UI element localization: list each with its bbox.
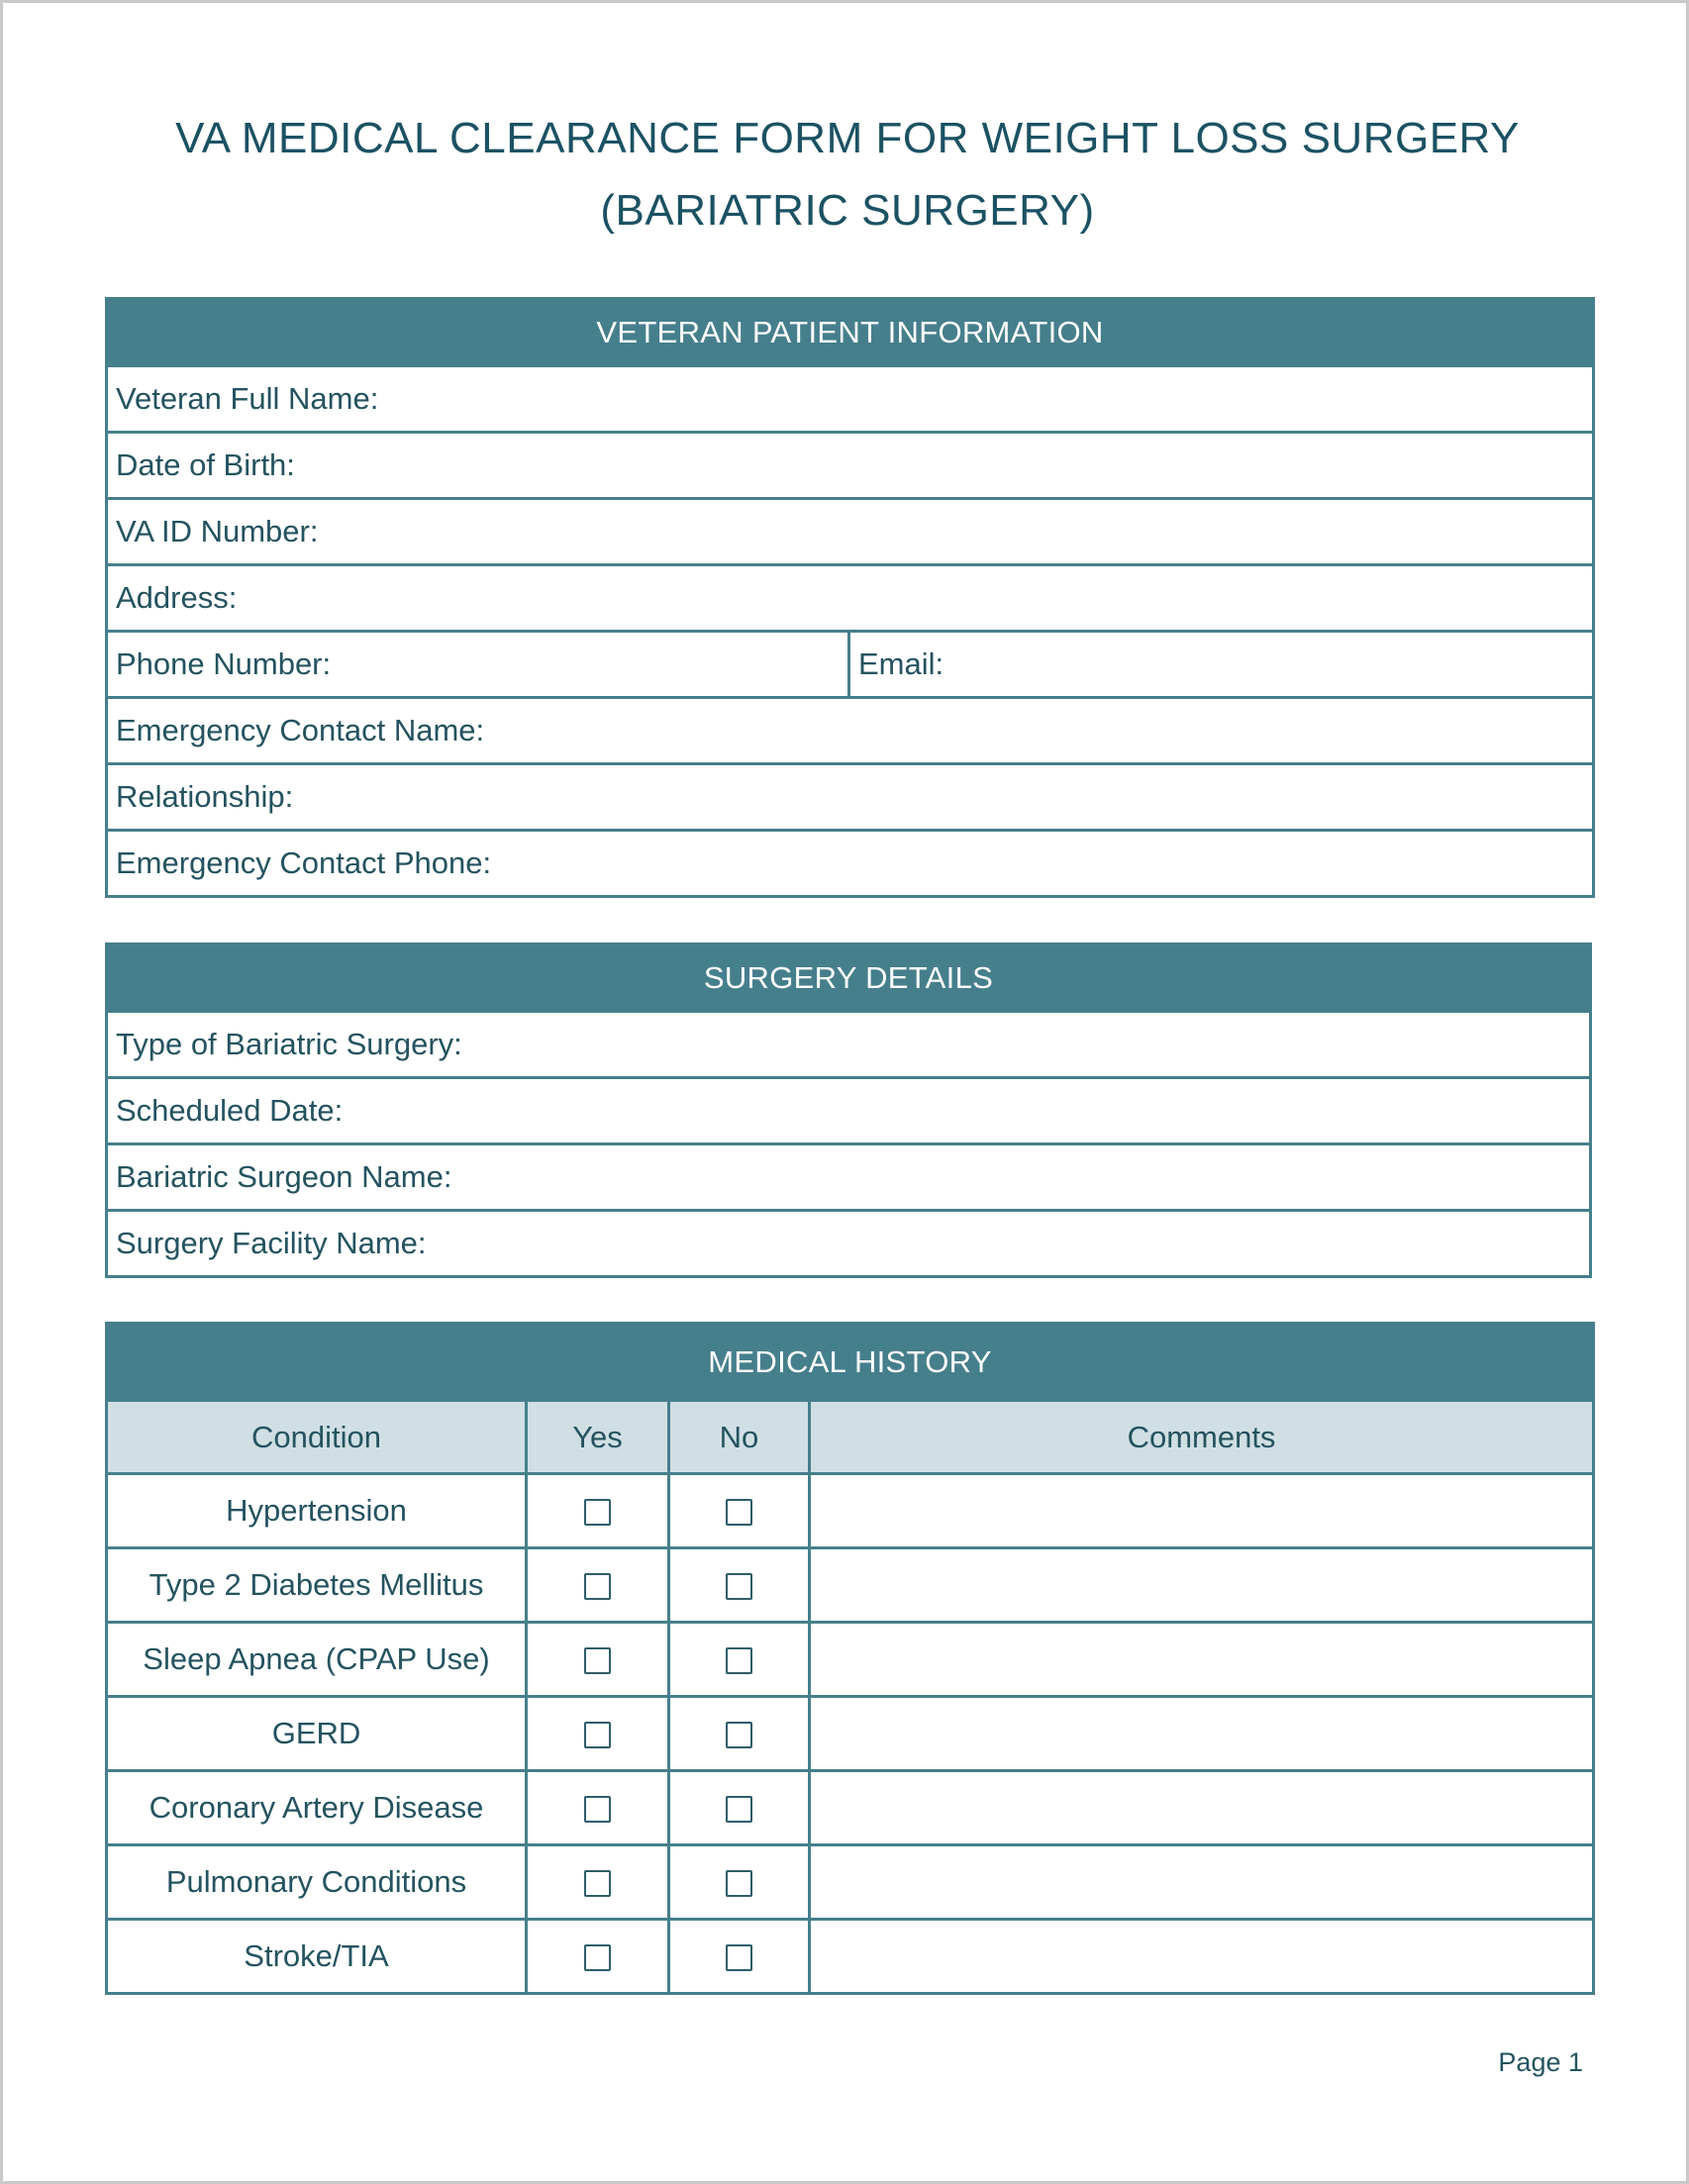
yes-checkbox[interactable] <box>584 1944 611 1971</box>
comments-cell[interactable] <box>810 1474 1594 1548</box>
yes-checkbox[interactable] <box>584 1499 611 1526</box>
scheduled-date-field[interactable]: Scheduled Date: <box>107 1078 1591 1144</box>
surgery-type-field[interactable]: Type of Bariatric Surgery: <box>107 1012 1591 1078</box>
email-field[interactable]: Email: <box>849 632 1594 698</box>
no-checkbox[interactable] <box>726 1796 752 1823</box>
relationship-field[interactable]: Relationship: <box>107 764 1594 831</box>
condition-cell: Pulmonary Conditions <box>107 1845 527 1920</box>
dob-field[interactable]: Date of Birth: <box>107 433 1594 499</box>
phone-field[interactable]: Phone Number: <box>107 632 849 698</box>
condition-cell: Sleep Apnea (CPAP Use) <box>107 1623 527 1697</box>
yes-checkbox-cell[interactable] <box>527 1771 669 1845</box>
no-checkbox-cell[interactable] <box>669 1623 810 1697</box>
no-checkbox[interactable] <box>726 1647 752 1674</box>
yes-checkbox[interactable] <box>584 1796 611 1823</box>
yes-checkbox-cell[interactable] <box>527 1474 669 1548</box>
table-row <box>107 1845 1594 1920</box>
no-checkbox-cell[interactable] <box>669 1845 810 1920</box>
no-checkbox-cell[interactable] <box>669 1548 810 1623</box>
medical-history-table <box>105 1322 1595 1995</box>
yes-checkbox-cell[interactable] <box>527 1697 669 1771</box>
yes-checkbox-cell[interactable] <box>527 1845 669 1920</box>
patient-info-heading: VETERAN PATIENT INFORMATION <box>107 299 1594 366</box>
table-row <box>107 1623 1594 1697</box>
no-checkbox[interactable] <box>726 1722 752 1748</box>
form-title <box>3 102 1689 247</box>
condition-cell: Hypertension <box>107 1474 527 1548</box>
yes-checkbox[interactable] <box>584 1870 611 1897</box>
no-checkbox[interactable] <box>726 1573 752 1600</box>
comments-cell[interactable] <box>810 1548 1594 1623</box>
no-checkbox[interactable] <box>726 1499 752 1526</box>
medical-history-heading: MEDICAL HISTORY <box>107 1324 1594 1401</box>
comments-cell[interactable] <box>810 1845 1594 1920</box>
emergency-contact-phone-field[interactable]: Emergency Contact Phone: <box>107 831 1594 897</box>
form-title-line-2: (BARIATRIC SURGERY) <box>600 186 1095 235</box>
comments-cell[interactable] <box>810 1697 1594 1771</box>
comments-cell[interactable] <box>810 1920 1594 1994</box>
yes-checkbox[interactable] <box>584 1647 611 1674</box>
yes-column-header: Yes <box>527 1401 669 1474</box>
address-field[interactable]: Address: <box>107 565 1594 632</box>
comments-column-header: Comments <box>810 1401 1594 1474</box>
form-title-line-1: VA MEDICAL CLEARANCE FORM FOR WEIGHT LOSS SURGERY <box>175 114 1520 162</box>
condition-cell: Coronary Artery Disease <box>107 1771 527 1845</box>
no-checkbox[interactable] <box>726 1944 752 1971</box>
no-checkbox-cell[interactable] <box>669 1697 810 1771</box>
table-row <box>107 1474 1594 1548</box>
condition-cell: GERD <box>107 1697 527 1771</box>
condition-cell: Stroke/TIA <box>107 1920 527 1994</box>
surgery-details-table <box>105 943 1592 1278</box>
no-checkbox[interactable] <box>726 1870 752 1897</box>
surgery-details-heading: SURGERY DETAILS <box>107 944 1591 1012</box>
full-name-field[interactable]: Veteran Full Name: <box>107 366 1594 433</box>
condition-column-header: Condition <box>107 1401 527 1474</box>
no-column-header: No <box>669 1401 810 1474</box>
condition-cell: Type 2 Diabetes Mellitus <box>107 1548 527 1623</box>
table-row <box>107 1548 1594 1623</box>
no-checkbox-cell[interactable] <box>669 1920 810 1994</box>
page-number: Page 1 <box>1498 2047 1583 2077</box>
comments-cell[interactable] <box>810 1771 1594 1845</box>
no-checkbox-cell[interactable] <box>669 1474 810 1548</box>
yes-checkbox-cell[interactable] <box>527 1920 669 1994</box>
table-row <box>107 1920 1594 1994</box>
va-id-field[interactable]: VA ID Number: <box>107 499 1594 565</box>
emergency-contact-name-field[interactable]: Emergency Contact Name: <box>107 698 1594 764</box>
table-row <box>107 1771 1594 1845</box>
comments-cell[interactable] <box>810 1623 1594 1697</box>
no-checkbox-cell[interactable] <box>669 1771 810 1845</box>
yes-checkbox-cell[interactable] <box>527 1548 669 1623</box>
patient-info-table <box>105 297 1595 898</box>
surgeon-name-field[interactable]: Bariatric Surgeon Name: <box>107 1144 1591 1211</box>
yes-checkbox[interactable] <box>584 1573 611 1600</box>
facility-name-field[interactable]: Surgery Facility Name: <box>107 1211 1591 1277</box>
table-row <box>107 1697 1594 1771</box>
yes-checkbox[interactable] <box>584 1722 611 1748</box>
yes-checkbox-cell[interactable] <box>527 1623 669 1697</box>
